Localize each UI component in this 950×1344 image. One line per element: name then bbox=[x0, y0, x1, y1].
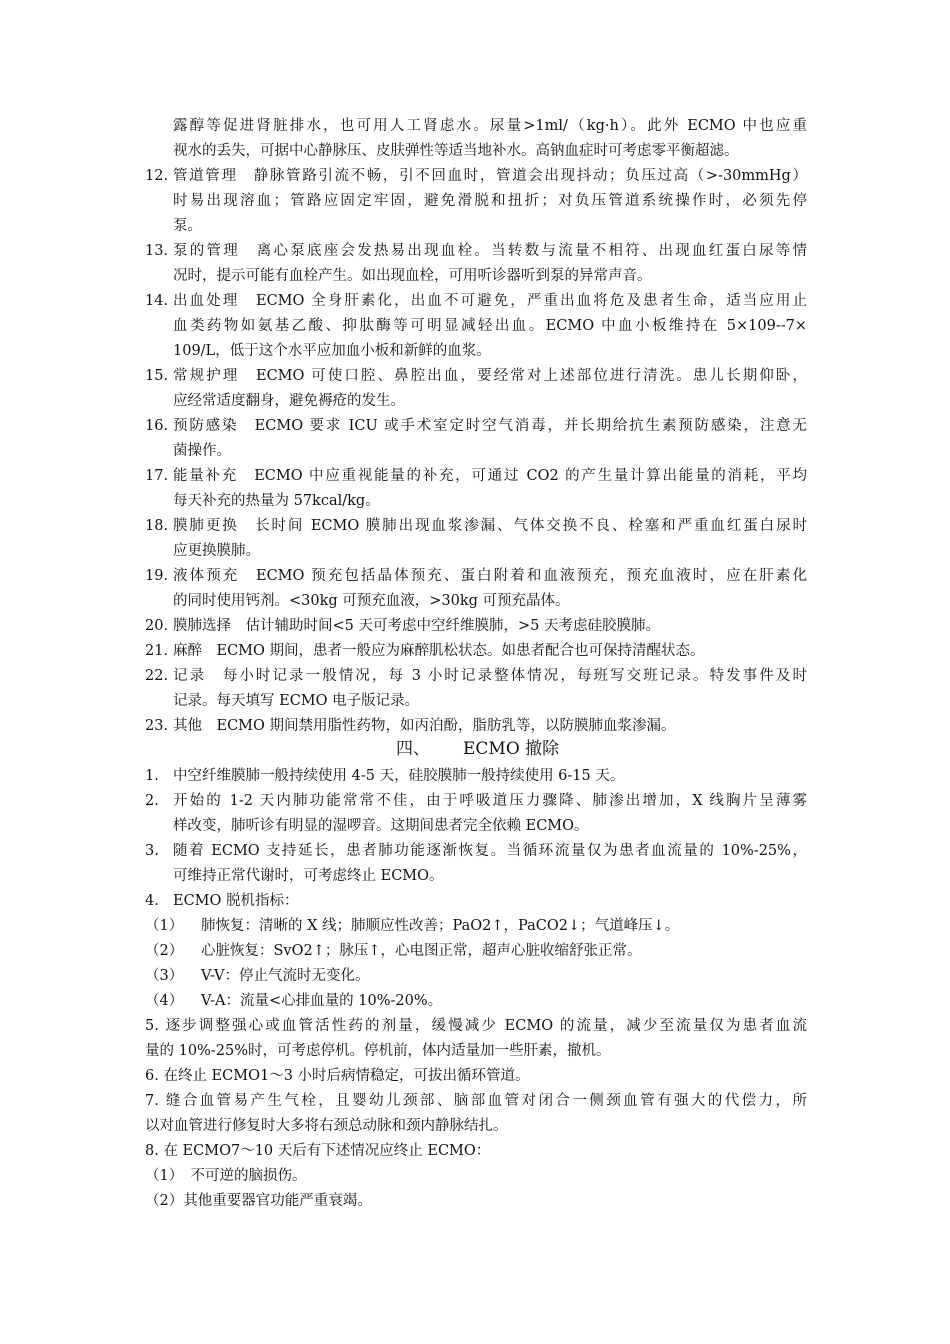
text-line: ECMO 脱机指标： bbox=[173, 893, 299, 909]
item-number: 17. bbox=[145, 468, 169, 484]
text-line: V-A：流量<心排血量的 10%-20%。 bbox=[201, 993, 443, 1009]
text-line: 膜肺更换 长时间 ECMO 膜肺出现血浆渗漏、气体交换不良、栓塞和严重血红蛋白尿时 bbox=[173, 518, 807, 534]
text-line: 其他 ECMO 期间禁用脂性药物，如丙泊酚，脂肪乳等，以防膜肺血浆渗漏。 bbox=[173, 718, 676, 734]
item-number: 23. bbox=[145, 718, 169, 734]
item-number: 15. bbox=[145, 368, 169, 384]
section-number: 四、 bbox=[396, 739, 430, 759]
text-line: 膜肺选择 估计辅助时间<5 天可考虑中空纤维膜肺，>5 天考虑硅胶膜肺。 bbox=[173, 618, 660, 634]
item-number: 21. bbox=[145, 643, 169, 659]
text-line: 出血处理 ECMO 全身肝素化，出血不可避免，严重出血将危及患者生命，适当应用止 bbox=[173, 293, 807, 309]
item-number: 16. bbox=[145, 418, 169, 434]
text-line: 常规护理 ECMO 可使口腔、鼻腔出血，要经常对上述部位进行清洗。患儿长期仰卧， bbox=[173, 368, 807, 384]
text-line: 视水的丢失，可据中心静脉压、皮肤弹性等适当地补水。高钠血症时可考虑零平衡超滤。 bbox=[173, 143, 739, 159]
text-line: 麻醉 ECMO 期间，患者一般应为麻醉肌松状态。如患者配合也可保持清醒状态。 bbox=[173, 643, 705, 659]
text-line: V-V：停止气流时无变化。 bbox=[201, 968, 370, 984]
item-number: （3） bbox=[145, 968, 184, 984]
text-line: 应经常适度翻身，避免褥疮的发生。 bbox=[173, 393, 405, 409]
text-line: 每天补充的热量为 57kcal/kg。 bbox=[173, 493, 380, 509]
text-line: 泵。 bbox=[173, 218, 202, 234]
text-line: 能量补充 ECMO 中应重视能量的补充，可通过 CO2 的产生量计算出能量的消耗，平均 bbox=[173, 468, 807, 484]
text-line: 随着 ECMO 支持延长，患者肺功能逐渐恢复。当循环流量仅为患者血流量的 10%-25%， bbox=[173, 843, 807, 859]
item-number: 19. bbox=[145, 568, 169, 584]
item-number: 13. bbox=[145, 243, 169, 259]
text-line: 8. 在 ECMO7～10 天后有下述情况应终止 ECMO： bbox=[145, 1143, 491, 1159]
text-line: 血类药物如氨基乙酸、抑肽酶等可明显减轻出血。ECMO 中血小板维持在 5×109--7× bbox=[173, 318, 807, 334]
text-line: 菌操作。 bbox=[173, 443, 231, 459]
text-line: 6. 在终止 ECMO1～3 小时后病情稳定，可拔出循环管道。 bbox=[145, 1068, 530, 1084]
text-line: 中空纤维膜肺一般持续使用 4-5 天，硅胶膜肺一般持续使用 6-15 天。 bbox=[173, 768, 625, 784]
item-number: （2） bbox=[145, 943, 184, 959]
text-line: 况时，提示可能有血栓产生。如出现血栓，可用听诊器听到泵的异常声音。 bbox=[173, 268, 652, 284]
text-line: 管道管理 静脉管路引流不畅，引不回血时，管道会出现抖动；负压过高（>-30mmHg） bbox=[173, 168, 807, 184]
text-line: 肺恢复：清晰的 X 线；肺顺应性改善；PaO2↑，PaCO2↓；气道峰压↓。 bbox=[201, 918, 680, 934]
text-line: 时易出现溶血；管路应固定牢固，避免滑脱和扭折；对负压管道系统操作时，必须先停 bbox=[173, 193, 807, 209]
item-number: 22. bbox=[145, 668, 169, 684]
text-line: 泵的管理 离心泵底座会发热易出现血栓。当转数与流量不相符、出现血红蛋白尿等情 bbox=[173, 243, 807, 259]
text-line: 109/L，低于这个水平应加血小板和新鲜的血浆。 bbox=[173, 343, 491, 359]
item-number: 12. bbox=[145, 168, 169, 184]
item-number: 2. bbox=[145, 793, 159, 809]
text-line: 应更换膜肺。 bbox=[173, 543, 260, 559]
text-line: （2）其他重要器官功能严重衰竭。 bbox=[145, 1193, 372, 1209]
item-number: 18. bbox=[145, 518, 169, 534]
item-number: （1） bbox=[145, 918, 184, 934]
item-number: （4） bbox=[145, 993, 184, 1009]
text-line: 可维持正常代谢时，可考虑终止 ECMO。 bbox=[173, 868, 444, 884]
item-number: 14. bbox=[145, 293, 169, 309]
text-line: 开始的 1-2 天内肺功能常常不佳，由于呼吸道压力骤降、肺渗出增加，X 线胸片呈薄雾 bbox=[173, 793, 807, 809]
text-line: 预防感染 ECMO 要求 ICU 或手术室定时空气消毒，并长期给抗生素预防感染，注意无 bbox=[173, 418, 807, 434]
text-line: 的同时使用钙剂。<30kg 可预充血液，>30kg 可预充晶体。 bbox=[173, 593, 570, 609]
text-line: 露醇等促进肾脏排水，也可用人工肾虑水。尿量>1ml/（kg·h）。此外 ECMO 中也应重 bbox=[173, 118, 807, 134]
item-number: 20. bbox=[145, 618, 169, 634]
text-line: 液体预充 ECMO 预充包括晶体预充、蛋白附着和血液预充，预充血液时，应在肝素化 bbox=[173, 568, 807, 584]
text-line: 以对血管进行修复时大多将右颈总动脉和颈内静脉结扎。 bbox=[145, 1118, 508, 1134]
item-number: 3. bbox=[145, 843, 159, 859]
item-number: 4. bbox=[145, 893, 159, 909]
text-line: 心脏恢复：SvO2↑；脉压↑，心电图正常，超声心脏收缩舒张正常。 bbox=[201, 943, 642, 959]
text-line: 记录。每天填写 ECMO 电子版记录。 bbox=[173, 693, 420, 709]
text-line: 样改变，肺听诊有明显的湿啰音。这期间患者完全依赖 ECMO。 bbox=[173, 818, 589, 834]
text-line: 记录 每小时记录一般情况，每 3 小时记录整体情况，每班写交班记录。特发事件及时 bbox=[173, 668, 807, 684]
text-line: 5. 逐步调整强心或血管活性药的剂量，缓慢减少 ECMO 的流量，减少至流量仅为患者血流 bbox=[145, 1018, 807, 1034]
section-title: ECMO 撤除 bbox=[463, 739, 560, 759]
text-line: 7. 缝合血管易产生气栓，且婴幼儿颈部、脑部血管对闭合一侧颈血管有强大的代偿力，所 bbox=[145, 1093, 807, 1109]
text-line: （1） 不可逆的脑损伤。 bbox=[145, 1168, 307, 1184]
text-line: 量的 10%-25%时，可考虑停机。停机前，体内适量加一些肝素，撤机。 bbox=[145, 1043, 611, 1059]
item-number: 1. bbox=[145, 768, 159, 784]
